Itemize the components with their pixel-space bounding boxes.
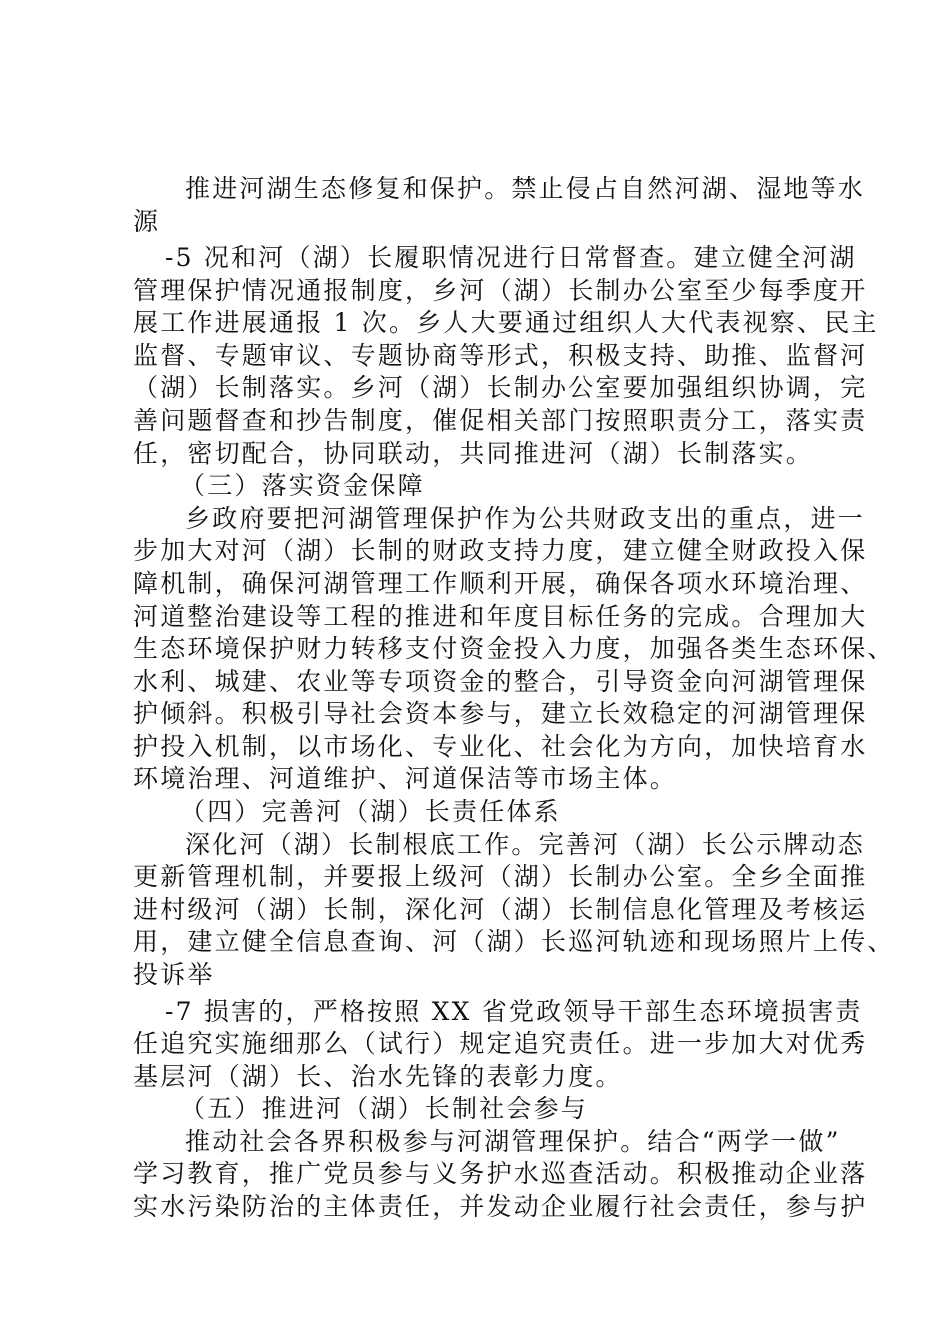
paragraph-line: 更新管理机制，并要报上级河（湖）长制办公室。全乡全面推 xyxy=(133,862,868,892)
paragraph-line: -7 损害的，严格按照 XX 省党政领导干部生态环境损害责 xyxy=(165,996,863,1026)
paragraph-line: 管理保护情况通报制度，乡河（湖）长制办公室至少每季度开 xyxy=(133,275,868,305)
paragraph-line: 障机制，确保河湖管理工作顺利开展，确保各项水环境治理、 xyxy=(133,568,868,598)
paragraph-line: 推动社会各界积极参与河湖管理保护。结合“两学一做” xyxy=(185,1126,841,1156)
paragraph-line: 深化河（湖）长制根底工作。完善河（湖）长公示牌动态 xyxy=(185,829,866,859)
paragraph-line: 善问题督查和抄告制度，催促相关部门按照职责分工，落实责 xyxy=(133,406,868,436)
paragraph-line: 水利、城建、农业等专项资金的整合，引导资金向河湖管理保 xyxy=(133,666,868,696)
paragraph-line: 展工作进展通报 1 次。乡人大要通过组织人大代表视察、民主 xyxy=(133,308,879,338)
paragraph-line: 实水污染防治的主体责任，并发动企业履行社会责任，参与护 xyxy=(133,1191,868,1221)
paragraph-line: 生态环境保护财力转移支付资金投入力度，加强各类生态环保、 xyxy=(133,634,895,664)
paragraph-line: 进村级河（湖）长制，深化河（湖）长制信息化管理及考核运 xyxy=(133,894,868,924)
paragraph-line: 学习教育，推广党员参与义务护水巡查活动。积极推动企业落 xyxy=(133,1159,868,1189)
paragraph-line: 任追究实施细那么（试行）规定追究责任。进一步加大对优秀 xyxy=(133,1029,868,1059)
paragraph-line: 河道整治建设等工程的推进和年度目标任务的完成。合理加大 xyxy=(133,601,868,631)
section-heading: （三）落实资金保障 xyxy=(180,471,425,501)
section-heading: （五）推进河（湖）长制社会参与 xyxy=(180,1094,589,1124)
paragraph-line: 环境治理、河道维护、河道保洁等市场主体。 xyxy=(133,764,678,794)
paragraph-line: 乡政府要把河湖管理保护作为公共财政支出的重点，进一 xyxy=(185,503,866,533)
paragraph-line: 监督、专题审议、专题协商等形式，积极支持、助推、监督河 xyxy=(133,340,868,370)
paragraph-line: 步加大对河（湖）长制的财政支持力度，建立健全财政投入保 xyxy=(133,536,868,566)
paragraph-line: 推进河湖生态修复和保护。禁止侵占自然河湖、湿地等水 xyxy=(185,174,866,203)
paragraph-line: 护投入机制，以市场化、专业化、社会化为方向，加快培育水 xyxy=(133,731,868,761)
paragraph-line: 投诉举 xyxy=(133,959,215,989)
paragraph-line: -5 况和河（湖）长履职情况进行日常督查。建立健全河湖 xyxy=(165,243,857,273)
paragraph-line: 源 xyxy=(133,206,161,236)
paragraph-line: 基层河（湖）长、治水先锋的表彰力度。 xyxy=(133,1061,623,1091)
paragraph-line: （湖）长制落实。乡河（湖）长制办公室要加强组织协调，完 xyxy=(133,373,868,403)
paragraph-line: 任，密切配合，协同联动，共同推进河（湖）长制落实。 xyxy=(133,438,814,468)
section-heading: （四）完善河（湖）长责任体系 xyxy=(180,797,561,827)
paragraph-line: 护倾斜。积极引导社会资本参与，建立长效稳定的河湖管理保 xyxy=(133,699,868,729)
paragraph-line: 用，建立健全信息查询、河（湖）长巡河轨迹和现场照片上传、 xyxy=(133,927,895,957)
